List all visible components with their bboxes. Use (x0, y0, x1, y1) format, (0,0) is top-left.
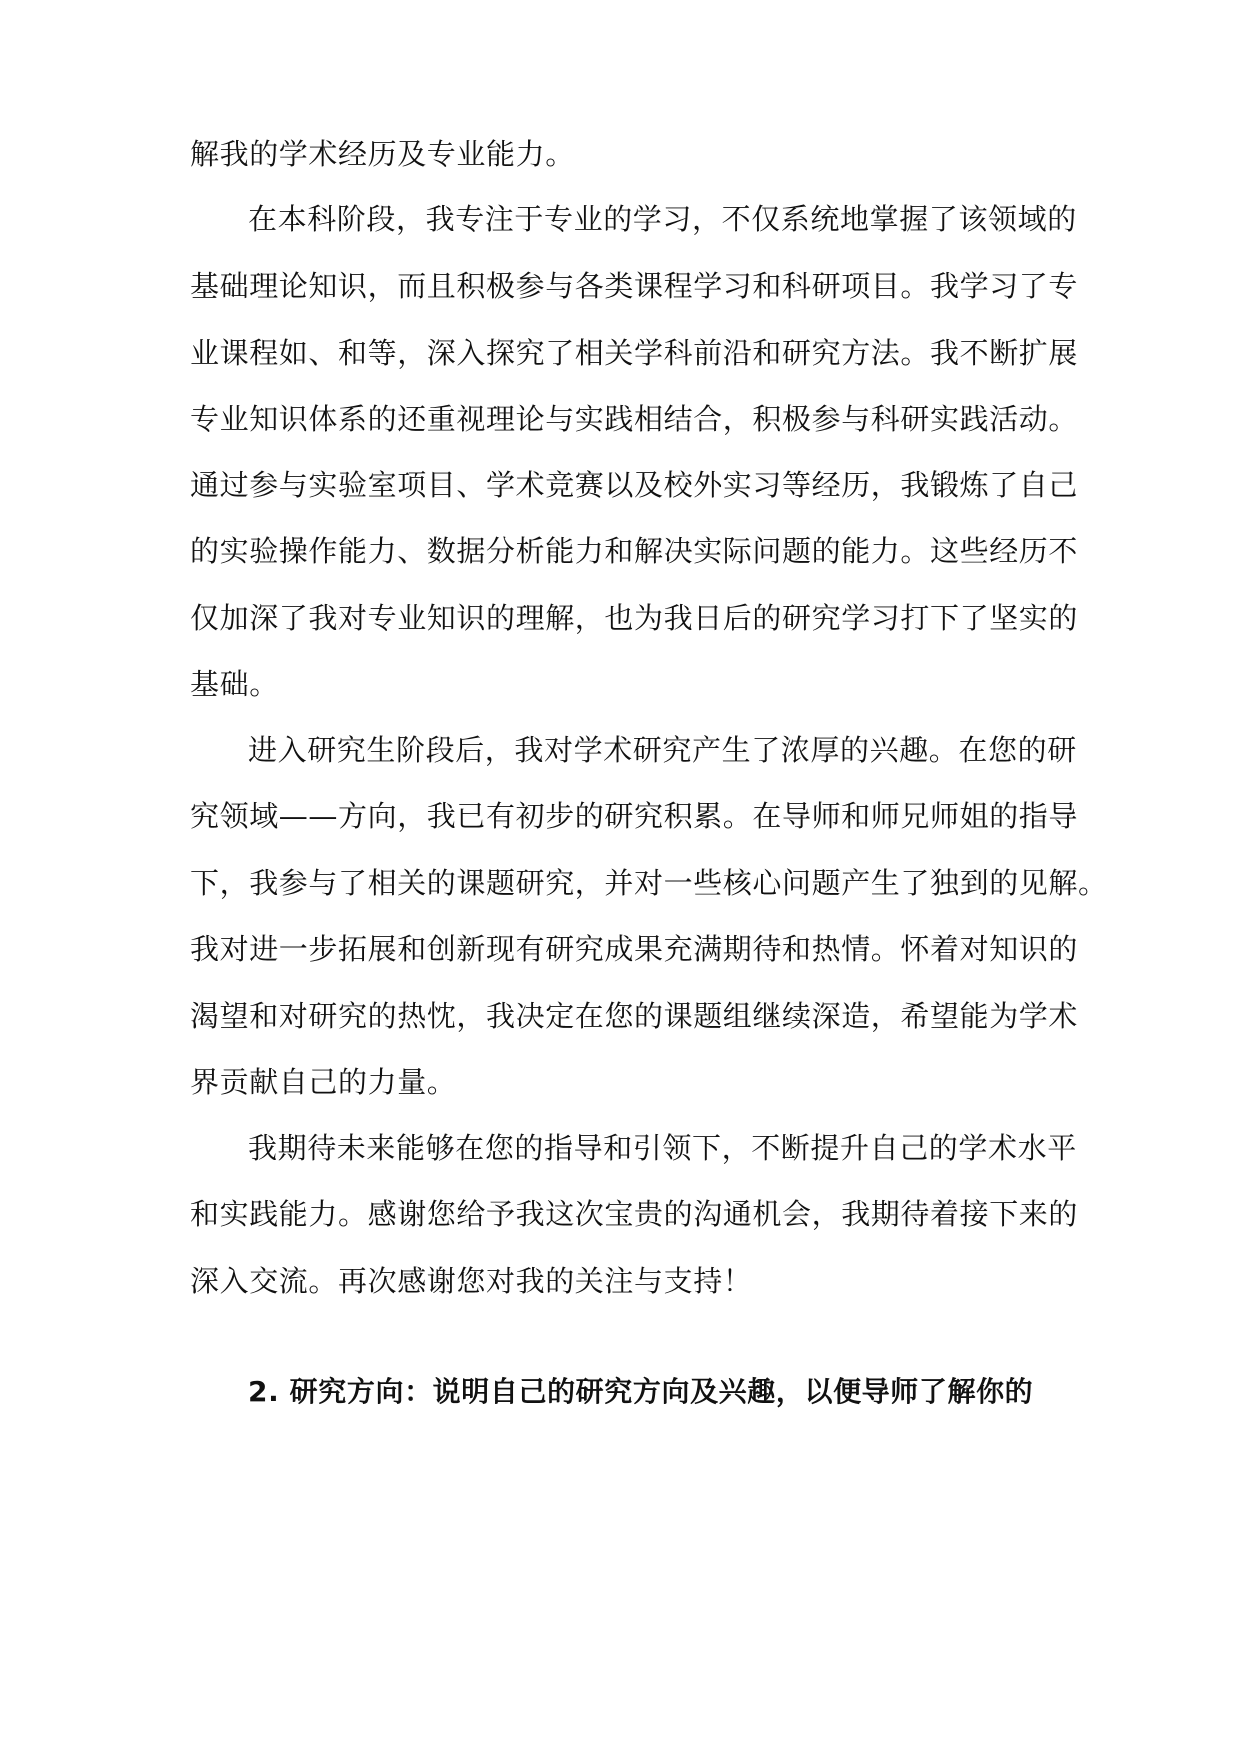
paragraph-line: 我期待未来能够在您的指导和引领下，不断提升自己的学术水平 (248, 1131, 1077, 1165)
paragraph-line: 界贡献自己的力量。 (190, 1065, 457, 1099)
paragraph-line: 究领域——方向，我已有初步的研究积累。在导师和师兄师姐的指导 (190, 799, 1079, 833)
paragraph-line: 的实验操作能力、数据分析能力和解决实际问题的能力。这些经历不 (190, 534, 1079, 568)
paragraph-line: 下，我参与了相关的课题研究，并对一些核心问题产生了独到的见解。 (190, 866, 1108, 900)
paragraph-line: 基础。 (190, 667, 279, 701)
paragraph-line: 专业知识体系的还重视理论与实践相结合，积极参与科研实践活动。 (190, 402, 1079, 436)
paragraph-line: 我对进一步拓展和创新现有研究成果充满期待和热情。怀着对知识的 (190, 932, 1079, 966)
paragraph-line: 渴望和对研究的热忱，我决定在您的课题组继续深造，希望能为学术 (190, 999, 1079, 1033)
paragraph-line: 基础理论知识，而且积极参与各类课程学习和科研项目。我学习了专 (190, 269, 1079, 303)
paragraph-line: 进入研究生阶段后，我对学术研究产生了浓厚的兴趣。在您的研 (248, 733, 1077, 767)
paragraph-line: 通过参与实验室项目、学术竞赛以及校外实习等经历，我锻炼了自己 (190, 468, 1079, 502)
paragraph-line: 解我的学术经历及专业能力。 (190, 137, 575, 171)
paragraph-line: 在本科阶段，我专注于专业的学习，不仅系统地掌握了该领域的 (248, 202, 1077, 236)
paragraph-line: 仅加深了我对专业知识的理解，也为我日后的研究学习打下了坚实的 (190, 601, 1079, 635)
paragraph-line: 深入交流。再次感谢您对我的关注与支持！ (190, 1264, 753, 1298)
paragraph-line: 业课程如、和等，深入探究了相关学科前沿和研究方法。我不断扩展 (190, 336, 1079, 370)
section-heading: 2. 研究方向：说明自己的研究方向及兴趣，以便导师了解你的 (248, 1375, 1034, 1408)
paragraph-line: 和实践能力。感谢您给予我这次宝贵的沟通机会，我期待着接下来的 (190, 1197, 1079, 1231)
